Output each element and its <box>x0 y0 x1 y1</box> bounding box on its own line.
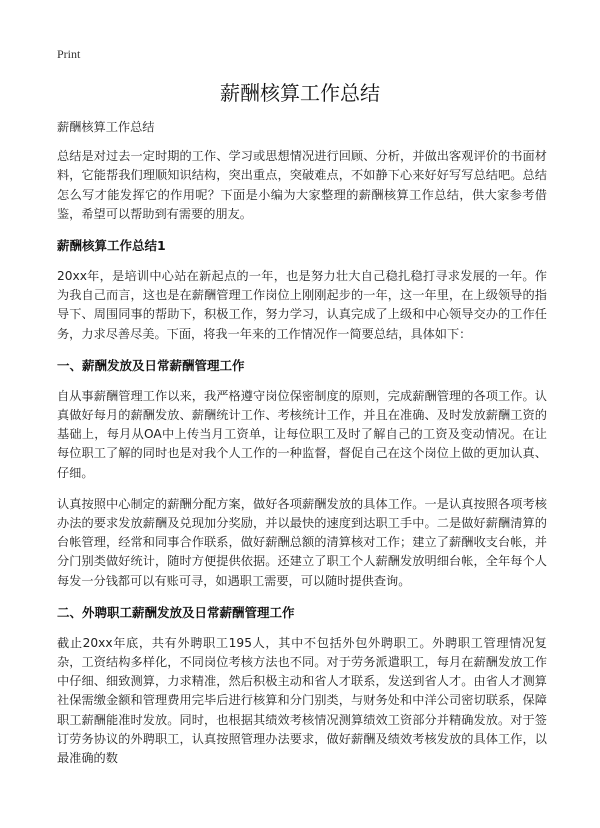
paragraph-2: 自从事薪酬管理工作以来，我严格遵守岗位保密制度的原则，完成薪酬管理的各项工作。认真做好每月的薪酬发放、薪酬统计工作、考核统计工作，并且在准确、及时发放薪酬工资的基础上，每月从OA中上传当月工资单，让每位职工及时了解自己的工资及变动情况。在让每位职工了解的同时也是对我个人工作的一种监督，督促自己在这个岗位上做的更加认真、仔细。 <box>57 388 547 480</box>
document-body <box>57 118 547 780</box>
page-title: 薪酬核算工作总结 <box>220 81 380 105</box>
paragraph-1: 20xx年，是培训中心站在新起点的一年，也是努力壮大自己稳扎稳打寻求发展的一年。作为我自己而言，这也是在薪酬管理工作岗位上刚刚起步的一年，这一年里，在上级领导的指导下、周围同事的帮助下，积极工作，努力学习，认真完成了上级和中心领导交办的工作任务，力求尽善尽美。下面，将我一年来的工作情况作一简要总结，具体如下： <box>57 269 547 341</box>
doc-subtitle: 薪酬核算工作总结 <box>57 120 155 134</box>
intro-paragraph: 总结是对过去一定时期的工作、学习或思想情况进行回顾、分析，并做出客观评价的书面材料，它能帮我们理顺知识结构，突出重点，突破难点，不如静下心来好好写写总结吧。总结怎么写才能发挥它的作用呢？下面是小编为大家整理的薪酬核算工作总结，供大家参考借鉴，希望可以帮助到有需要的朋友。 <box>57 149 547 221</box>
section-heading-b: 二、外聘职工薪酬发放及日常薪酬管理工作 <box>57 604 295 620</box>
print-link[interactable]: Print <box>57 47 81 61</box>
paragraph-4: 截止20xx年底，共有外聘职工195人，其中不包括外包外聘职工。外聘职工管理情况复杂，工资结构多样化，不同岗位考核方法也不同。对于劳务派遣职工，每月在薪酬发放工作中仔细、细致测算，力求精准，然后积极主动和省人才联系，发送到省人才。由省人才测算社保需缴金额和管理费用完毕后进行核算和分门别类，与财务处和中洋公司密切联系，保障职工薪酬能准时发放。同时，也根据其绩效考核情况测算绩效工资部分并精确发放。对于签订劳务协议的外聘职工，认真按照管理办法要求，做好薪酬及绩效考核发放的具体工作，以最准确的数 <box>57 635 547 766</box>
section-heading-1: 薪酬核算工作总结1 <box>57 238 166 254</box>
paragraph-3: 认真按照中心制定的薪酬分配方案，做好各项薪酬发放的具体工作。一是认真按照各项考核办法的要求发放薪酬及兑现加分奖励，并以最快的速度到达职工手中。二是做好薪酬清算的台帐管理，经常和同事合作联系，做好薪酬总额的清算核对工作；建立了薪酬收支台帐，并分门别类做好统计，随时方便提供依据。还建立了职工个人薪酬发放明细台帐，全年每个人每发一分钱都可以有账可寻，如遇职工需要，可以随时提供查询。 <box>57 496 547 588</box>
section-heading-a: 一、薪酬发放及日常薪酬管理工作 <box>57 357 245 373</box>
